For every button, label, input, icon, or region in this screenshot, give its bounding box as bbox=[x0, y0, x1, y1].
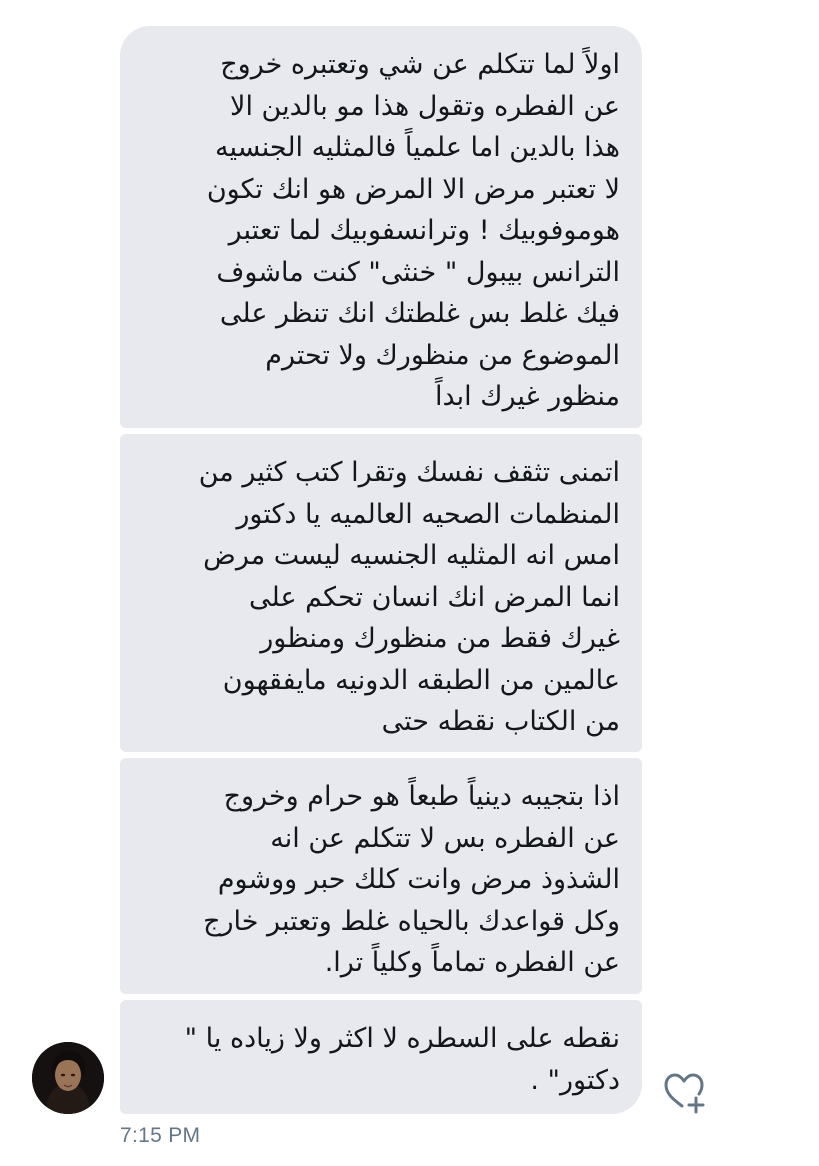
message-line: نقطه على السطره لا اكثر ولا زياده يا " bbox=[184, 1023, 620, 1054]
message-line: عن الفطره وتقول هذا مو بالدين الا bbox=[230, 90, 620, 122]
message-line: لا تعتبر مرض الا المرض هو انك تكون bbox=[206, 173, 620, 205]
message-line: عن الفطره تماماً وكلياً ترا. bbox=[324, 947, 620, 978]
heart-plus-icon[interactable] bbox=[660, 1068, 708, 1116]
message-bubble[interactable] bbox=[120, 26, 642, 428]
message-line: عن الفطره بس لا تتكلم عن انه bbox=[270, 822, 620, 854]
message-line: اتمنى تثقف نفسك وتقرا كتب كثير من bbox=[198, 457, 620, 488]
message-line: انما المرض انك انسان تحكم على bbox=[249, 581, 620, 613]
message-bubble[interactable] bbox=[120, 758, 642, 994]
message-line: امس انه المثليه الجنسيه ليست مرض bbox=[203, 540, 620, 571]
message-line: هوموفوبيك ! وترانسفوبيك لما تعتبر bbox=[228, 215, 620, 246]
message-line: هذا بالدين اما علمياً فالمثليه الجنسيه bbox=[215, 132, 620, 163]
message-bubble[interactable] bbox=[120, 1000, 642, 1114]
message-line: الترانس بيبول " خنثى" كنت ماشوف bbox=[216, 256, 620, 288]
message-line: الشذوذ مرض وانت كلك حبر ووشوم bbox=[217, 864, 620, 895]
message-line: فيك غلط بس غلطتك انك تنظر على bbox=[219, 298, 620, 329]
message-line: منظور غيرك ابداً bbox=[434, 381, 620, 412]
message-line: اولاً لما تتكلم عن شي وتعتبره خروج bbox=[220, 49, 620, 80]
message-line: الموضوع من منظورك ولا تحترم bbox=[265, 339, 620, 371]
sender-avatar[interactable] bbox=[32, 1042, 104, 1114]
message-line: المنظمات الصحيه العالميه يا دكتور bbox=[236, 498, 620, 530]
message-line: غيرك فقط من منظورك ومنظور bbox=[260, 623, 620, 654]
message-line: عالمين من الطبقه الدونيه مايفقهون bbox=[222, 664, 620, 696]
avatar-photo-icon bbox=[32, 1042, 104, 1114]
message-line: وكل قواعدك بالحياه غلط وتعتبر خارج bbox=[203, 905, 620, 937]
message-bubble[interactable] bbox=[120, 434, 642, 752]
message-line: من الكتاب نقطه حتى bbox=[381, 706, 620, 737]
message-line: اذا بتجيبه دينياً طبعاً هو حرام وخروج bbox=[223, 781, 620, 812]
message-timestamp: 7:15 PM bbox=[120, 1124, 201, 1147]
message-line: دكتور" . bbox=[530, 1064, 620, 1096]
